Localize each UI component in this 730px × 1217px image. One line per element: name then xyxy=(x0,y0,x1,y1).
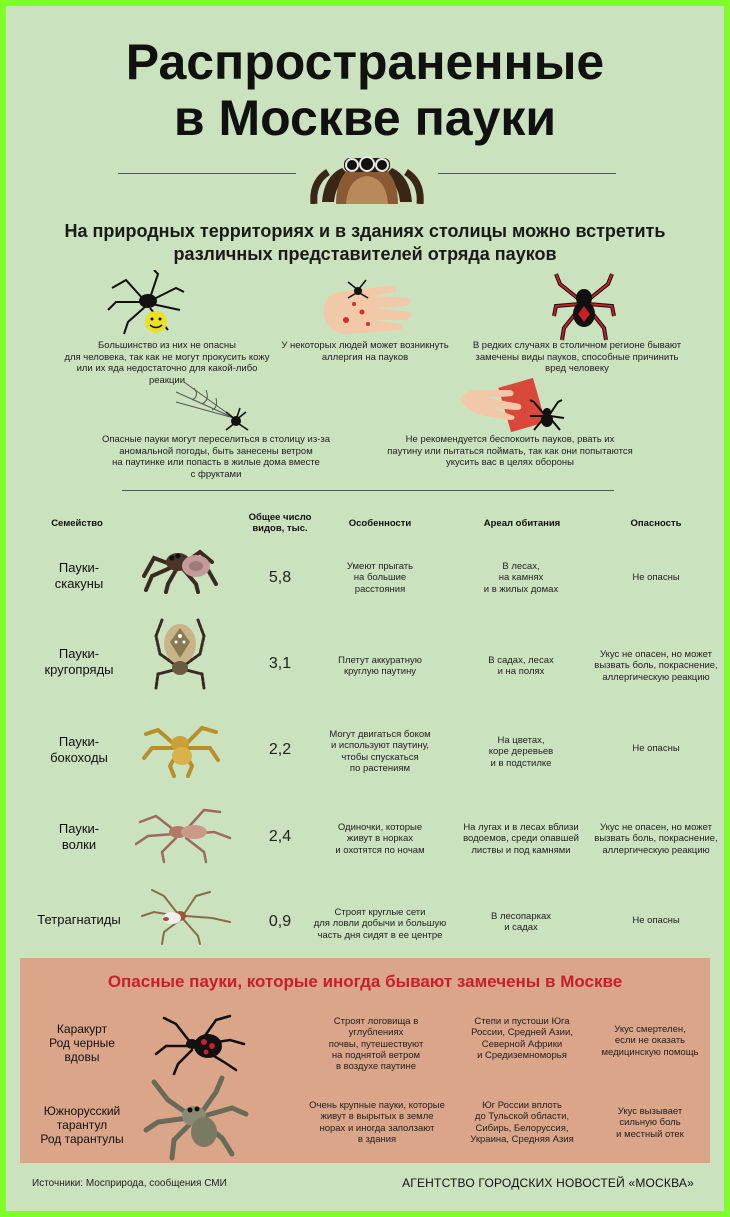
wolf-spider-icon xyxy=(134,802,234,864)
agency-credit: АГЕНТСТВО ГОРОДСКИХ НОВОСТЕЙ «МОСКВА» xyxy=(402,1176,694,1190)
row-jumping-habitat: В лесах, на камнях и в жилых домах xyxy=(483,561,559,595)
row-tetragnatha-habitat: В лесопарках и садах xyxy=(490,911,552,934)
jumping-spider-head-icon xyxy=(302,146,432,204)
row-orbweaver-features: Плетут аккуратную круглую паутину xyxy=(338,655,422,678)
subtitle xyxy=(36,220,694,266)
row-crab-habitat: На цветах, коре деревьев и в подстилке xyxy=(488,735,554,769)
row-wolf-features: Одиночки, которые живут в норках и охотятся по ночам xyxy=(335,822,425,856)
divider-left xyxy=(118,173,296,174)
tarantula-habitat: Юг России вплоть до Тульской области, Сибирь, Белоруссия, Украина, Средняя Азия xyxy=(470,1100,574,1145)
title-line-1: Распространенные xyxy=(125,34,605,90)
row-jumping-features: Умеют прыгать на большие расстояния xyxy=(346,561,414,595)
karakurt-features: Строят логовища в углублениях почвы, путешествуют на поднятой ветром в воздухе паутине xyxy=(328,1016,424,1073)
smiling-spider-icon xyxy=(106,270,186,340)
subtitle-line-1: На природных территориях и в зданиях столицы можно встретить xyxy=(64,221,666,241)
hand-and-spider-icon xyxy=(458,376,568,436)
header-danger: Опасность xyxy=(630,518,682,529)
dangerous-red-spider-icon xyxy=(552,272,616,342)
note-not-dangerous: Большинство из них не опасны для человека, так как не могут прокусить кожу или их яда недостаточно для какой-либо реакции xyxy=(64,340,270,386)
tarantula-features: Очень крупные пауки, которые живут в вырытых в земле норах и иногда заползают в здания xyxy=(309,1100,445,1145)
subtitle-line-2: различных представителей отряда пауков xyxy=(173,244,557,264)
row-jumping-count: 5,8 xyxy=(268,569,292,586)
tarantula-danger: Укус вызывает сильную боль и местный отек xyxy=(616,1106,684,1140)
row-tetragnatha-features: Строят круглые сети для ловли добычи и большую часть дня сидят в ее центре xyxy=(313,907,447,941)
crab-spider-icon xyxy=(140,718,222,778)
row-wolf-habitat: На лугах и в лесах вблизи водоемов, среди опавшей листвы и под камнями xyxy=(463,822,579,856)
note-rare-dangerous: В редких случаях в столичном регионе бывают замечены виды пауков, способные причинить вред человеку xyxy=(472,340,682,374)
header-habitat: Ареал обитания xyxy=(483,518,561,529)
row-tetragnatha-danger: Не опасны xyxy=(632,915,680,926)
karakurt-danger: Укус смертелен, если не оказать медицинскую помощь xyxy=(601,1024,699,1058)
row-wolf-family: Пауки- волки xyxy=(58,821,100,852)
row-crab-family: Пауки- бокоходы xyxy=(50,734,108,765)
row-crab-count: 2,2 xyxy=(268,741,292,758)
spider-on-thread-icon xyxy=(174,378,256,434)
karakurt-habitat: Степи и пустоши Юга России, Средней Азии, Северной Африки и Средиземноморья xyxy=(471,1016,573,1061)
title-line-2: в Москве пауки xyxy=(173,90,557,146)
infographic xyxy=(6,6,724,1211)
karakurt-name: Каракурт Род черные вдовы xyxy=(49,1022,115,1064)
black-widow-icon xyxy=(150,1012,246,1076)
divider-right xyxy=(438,173,616,174)
note-migration: Опасные пауки могут переселиться в столицу из-за аномальной погоды, быть занесены ветром на паутинке или попасть в жилые дома вместе с фруктами xyxy=(101,434,331,480)
row-crab-danger: Не опасны xyxy=(632,743,680,754)
row-orbweaver-habitat: В садах, лесах и на полях xyxy=(488,655,554,678)
row-jumping-family: Пауки- скакуны xyxy=(54,560,104,591)
row-jumping-danger: Не опасны xyxy=(632,572,680,583)
tarantula-name: Южнорусский тарантул Род тарантулы xyxy=(40,1104,124,1146)
page-title xyxy=(6,34,724,146)
note-allergy: У некоторых людей может возникнуть аллергия на пауков xyxy=(281,340,449,363)
orb-weaver-icon xyxy=(150,614,210,690)
row-orbweaver-danger: Укус не опасен, но может вызвать боль, покраснение, аллергическую реакцию xyxy=(594,649,718,683)
header-features: Особенности xyxy=(348,518,412,529)
tarantula-icon xyxy=(142,1074,252,1162)
allergic-hand-icon xyxy=(318,276,416,338)
header-species-count: Общее число видов, тыс. xyxy=(248,512,312,534)
row-tetragnatha-count: 0,9 xyxy=(268,913,292,930)
row-wolf-danger: Укус не опасен, но может вызвать боль, покраснение, аллергическую реакцию xyxy=(594,822,718,856)
row-tetragnatha-family: Тетрагнатиды xyxy=(37,912,121,927)
row-orbweaver-count: 3,1 xyxy=(268,655,292,672)
header-family: Семейство xyxy=(51,518,103,529)
sources-text: Источники: Мосприрода, сообщения СМИ xyxy=(32,1178,227,1189)
row-orbweaver-family: Пауки- кругопряды xyxy=(44,646,114,677)
section-divider xyxy=(122,490,614,491)
row-wolf-count: 2,4 xyxy=(268,828,292,845)
dangerous-spiders-section xyxy=(20,958,710,1163)
dangerous-section-title: Опасные пауки, которые иногда бывают замечены в Москве xyxy=(107,972,623,991)
jumping-spider-icon xyxy=(136,536,222,594)
note-do-not-disturb: Не рекомендуется беспокоить пауков, рвать их паутину или пытаться поймать, так как они попытаются укусить вас в целях обороны xyxy=(387,434,633,468)
row-crab-features: Могут двигаться боком и используют паутину, чтобы спускаться по растениям xyxy=(329,729,431,774)
tetragnatha-spider-icon xyxy=(138,886,234,946)
